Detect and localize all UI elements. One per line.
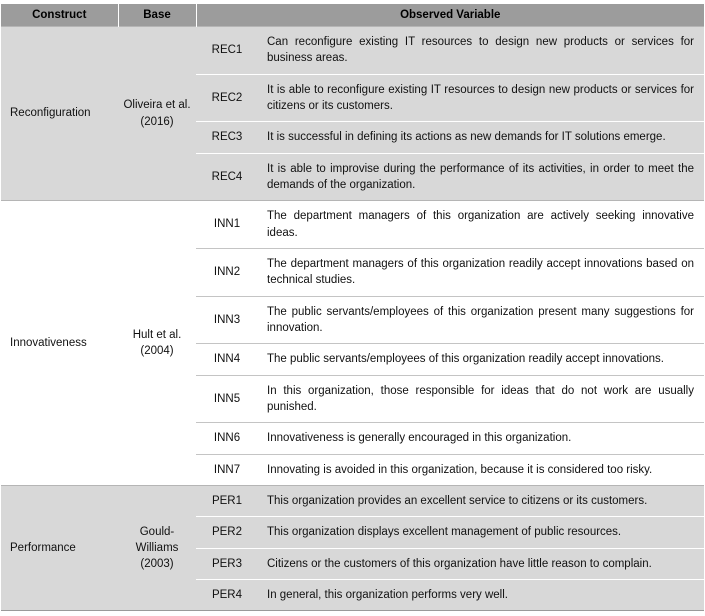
construct-cell: Innovativeness xyxy=(1,201,118,486)
code-cell: INN3 xyxy=(196,296,258,344)
code-cell: REC1 xyxy=(196,27,258,75)
observed-variable-cell: It is successful in defining its actions as new demands for IT solutions emerge. xyxy=(258,122,704,153)
code-cell: PER1 xyxy=(196,485,258,516)
code-cell: INN1 xyxy=(196,201,258,249)
observed-variable-cell: Innovating is avoided in this organization, because it is considered too risky. xyxy=(258,454,704,485)
observed-variable-cell: The public servants/employees of this organization present many suggestions for innovation. xyxy=(258,296,704,344)
observed-variable-cell: The department managers of this organization are actively seeking innovative ideas. xyxy=(258,201,704,249)
col-header-base: Base xyxy=(118,4,196,27)
code-cell: REC2 xyxy=(196,74,258,122)
code-cell: INN2 xyxy=(196,248,258,296)
observed-variable-cell: Innovativeness is generally encouraged in this organization. xyxy=(258,423,704,454)
base-cell: Gould-Williams (2003) xyxy=(118,485,196,610)
observed-variable-cell: Citizens or the customers of this organization have little reason to complain. xyxy=(258,548,704,579)
col-header-construct: Construct xyxy=(1,4,118,27)
code-cell: INN4 xyxy=(196,344,258,375)
group-reconfiguration xyxy=(1,27,704,201)
code-cell: PER3 xyxy=(196,548,258,579)
code-cell: REC4 xyxy=(196,153,258,201)
base-cell: Oliveira et al. (2016) xyxy=(118,27,196,201)
table-row xyxy=(1,27,704,75)
header-row xyxy=(1,4,704,27)
base-cell: Hult et al. (2004) xyxy=(118,201,196,486)
observed-variable-cell: In this organization, those responsible for ideas that do not work are usually punished. xyxy=(258,375,704,423)
col-header-observed-variable: Observed Variable xyxy=(196,4,704,27)
observed-variable-cell: This organization displays excellent management of public resources. xyxy=(258,517,704,548)
observed-variable-cell: Can reconfigure existing IT resources to design new products or services for business areas. xyxy=(258,27,704,75)
code-cell: PER2 xyxy=(196,517,258,548)
table-header xyxy=(1,4,704,27)
code-cell: REC3 xyxy=(196,122,258,153)
code-cell: INN7 xyxy=(196,454,258,485)
observed-variable-cell: The department managers of this organization readily accept innovations based on technical studies. xyxy=(258,248,704,296)
group-performance xyxy=(1,485,704,610)
code-cell: INN6 xyxy=(196,423,258,454)
observed-variable-cell: The public servants/employees of this organization readily accept innovations. xyxy=(258,344,704,375)
observed-variable-cell: It is able to reconfigure existing IT resources to design new products or services for citizens or its customers. xyxy=(258,74,704,122)
observed-variable-cell: It is able to improvise during the performance of its activities, in order to meet the demands of the organization. xyxy=(258,153,704,201)
construct-cell: Reconfiguration xyxy=(1,27,118,201)
code-cell: INN5 xyxy=(196,375,258,423)
table-row xyxy=(1,485,704,516)
code-cell: PER4 xyxy=(196,579,258,610)
observed-variable-cell: In general, this organization performs very well. xyxy=(258,579,704,610)
construct-cell: Performance xyxy=(1,485,118,610)
table-row xyxy=(1,201,704,249)
observed-variable-cell: This organization provides an excellent service to citizens or its customers. xyxy=(258,485,704,516)
constructs-table xyxy=(1,4,704,611)
group-innovativeness xyxy=(1,201,704,486)
